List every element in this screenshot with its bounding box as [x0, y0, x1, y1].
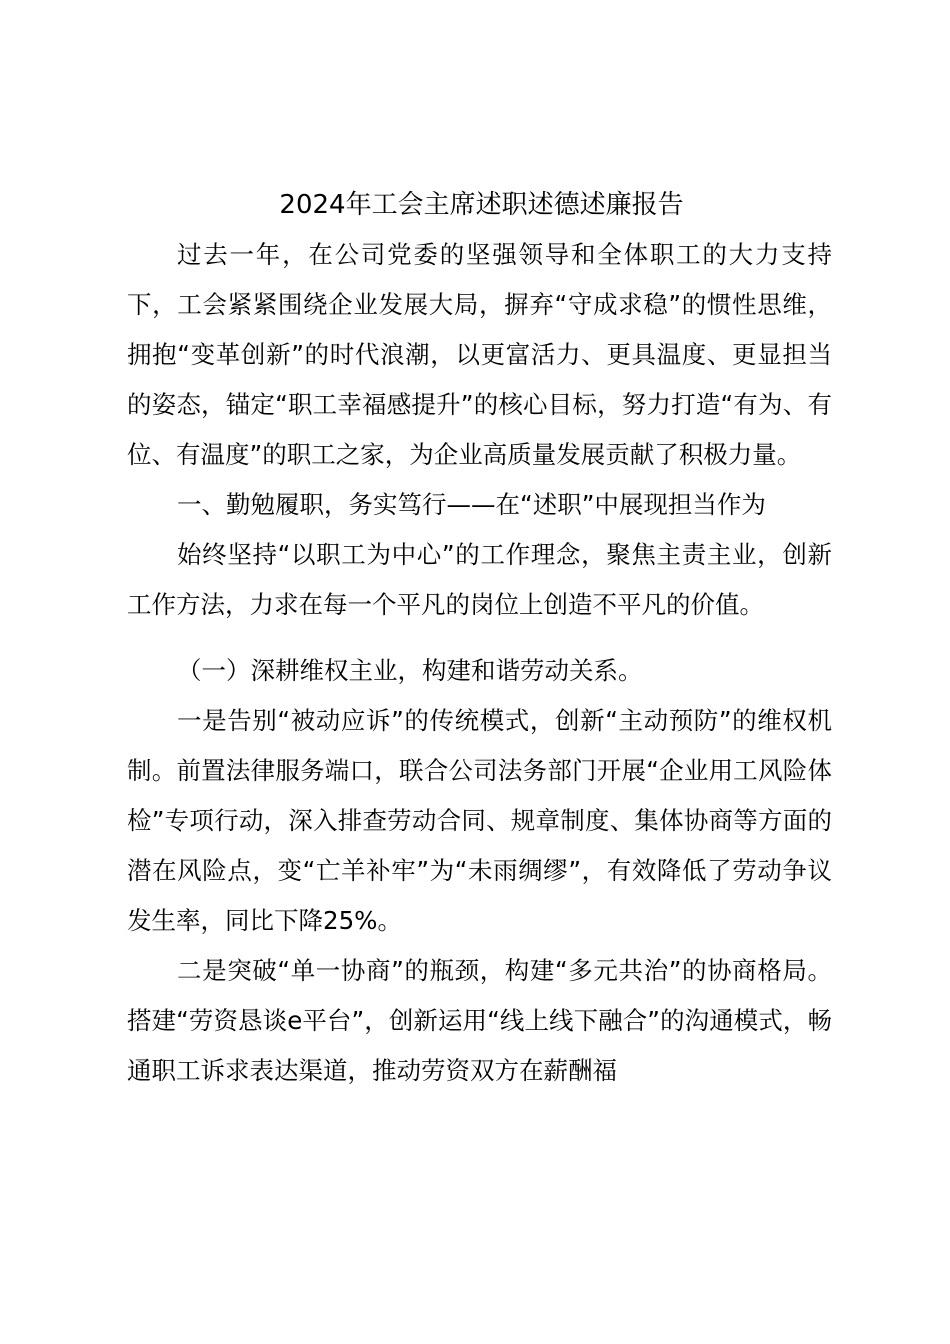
- paragraph-point-1: 一是告别“被动应诉”的传统模式，创新“主动预防”的维权机制。前置法律服务端口，联合公司法务部门开展“企业用工风险体检”专项行动，深入排查劳动合同、规章制度、集体协商等方面的潜在风险点，变“亡羊补牢”为“未雨绸缪”，有效降低了劳动争议发生率，同比下降25%。: [127, 706, 832, 935]
- document-title: 2024年工会主席述职述德述廉报告: [279, 190, 684, 220]
- section-heading-1: 一、勤勉履职，务实笃行——在“述职”中展现担当作为: [177, 490, 766, 519]
- subsection-heading-1: （一）深耕维权主业，构建和谐劳动关系。: [177, 656, 643, 685]
- paragraph-gap: [127, 630, 832, 646]
- paragraph-point-2: 二是突破“单一协商”的瓶颈，构建“多元共治”的协商格局。搭建“劳资恳谈e平台”，创新运用“线上线下融合”的沟通模式，畅通职工诉求表达渠道，推动劳资双方在薪酬福: [127, 956, 832, 1085]
- document-page: [127, 180, 832, 1096]
- paragraph-intro: 过去一年，在公司党委的坚强领导和全体职工的大力支持下，工会紧紧围绕企业发展大局，摒弃“守成求稳”的惯性思维，拥抱“变革创新”的时代浪潮，以更富活力、更具温度、更显担当的姿态，锚定“职工幸福感提升”的核心目标，努力打造“有为、有位、有温度”的职工之家，为企业高质量发展贡献了积极力量。: [127, 240, 832, 469]
- paragraph-section-1: 始终坚持“以职工为中心”的工作理念，聚焦主责主业，创新工作方法，力求在每一个平凡的岗位上创造不平凡的价值。: [127, 540, 832, 619]
